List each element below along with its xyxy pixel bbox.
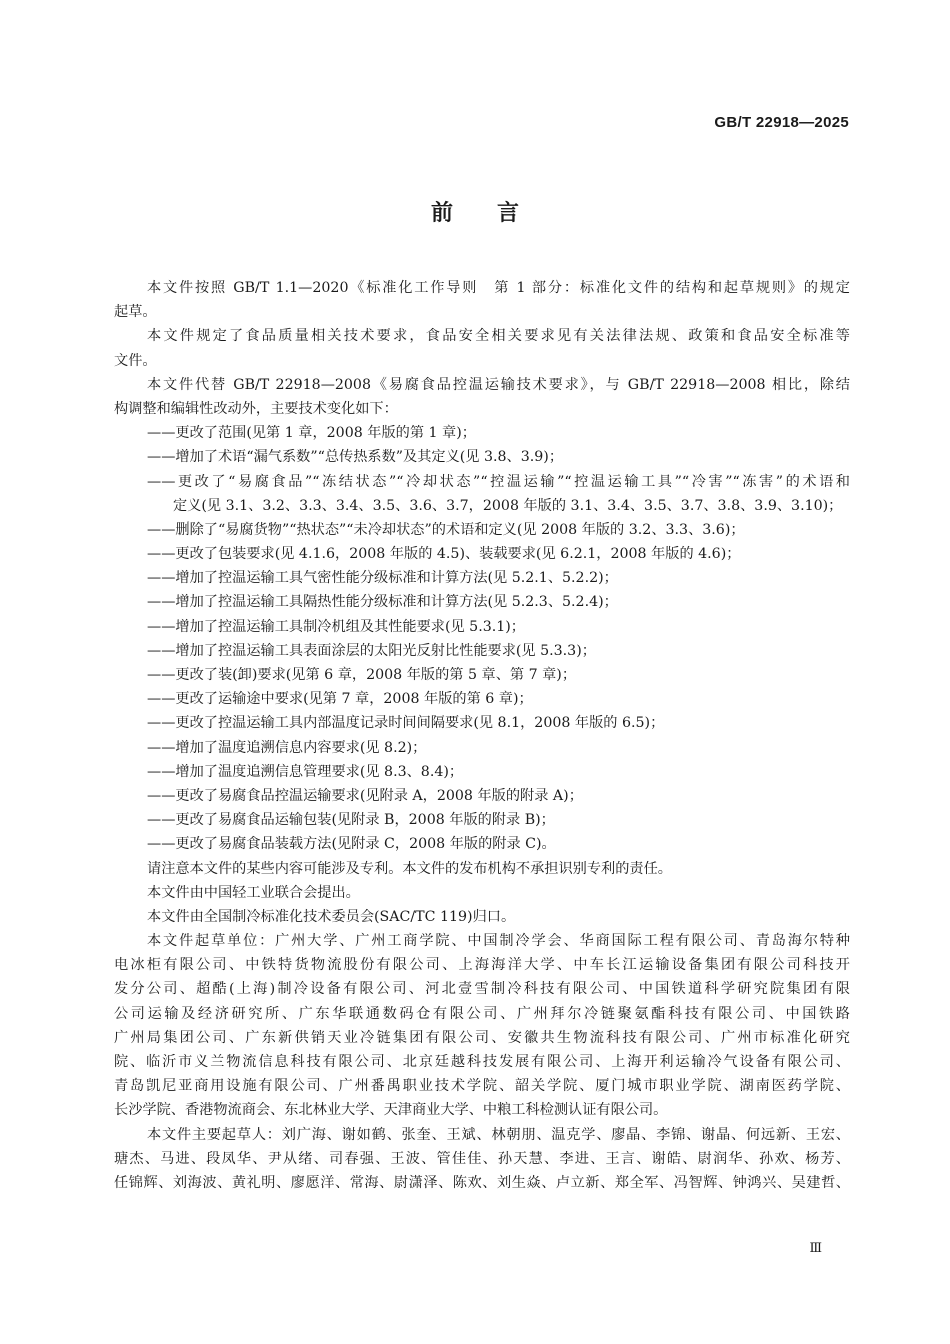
page-title: 前言 <box>430 201 563 226</box>
text-line: 发分公司、超酷(上海)制冷设备有限公司、河北壹雪制冷科技有限公司、中国铁道科学研究院集团有限 <box>114 981 850 998</box>
text-line: ——增加了温度追溯信息管理要求(见 8.3、8.4)； <box>147 763 464 780</box>
text-line: 构调整和编辑性改动外，主要技术变化如下： <box>114 400 398 417</box>
text-line: ——更改了装(卸)要求(见第 6 章，2008 年版的第 5 章、第 7 章)； <box>147 667 577 683</box>
text-line: ——增加了温度追溯信息内容要求(见 8.2)； <box>147 739 427 756</box>
text-line: 定义(见 3.1、3.2、3.3、3.4、3.5、3.6、3.7，2008 年版的 3.1、3.4、3.5、3.7、3.8、3.9、3.10)； <box>173 497 843 514</box>
text-line: 本文件由全国制冷标准化技术委员会(SAC/TC 119)归口。 <box>147 908 516 925</box>
text-line: ——更改了运输途中要求(见第 7 章，2008 年版的第 6 章)； <box>147 691 533 708</box>
text-line: 本文件主要起草人：刘广海、谢如鹤、张奎、王斌、林朝朋、温克学、廖晶、李锦、谢晶、何远新、王宏、 <box>147 1126 850 1143</box>
text-line: 院、临沂市义兰物流信息科技有限公司、北京廷越科技发展有限公司、上海开利运输冷气设备有限公司、 <box>114 1054 850 1070</box>
text-line: 文件。 <box>114 352 157 369</box>
text-line: ——更改了“易腐食品”“冻结状态”“冷却状态”“控温运输”“控温运输工具”“冷害”“冻害”的术语和 <box>147 473 850 490</box>
text-line: 长沙学院、香港物流商会、东北林业大学、天津商业大学、中粮工科检测认证有限公司。 <box>114 1102 668 1119</box>
text-line: 广州局集团公司、广东新供销天业冷链集团有限公司、安徽共生物流科技有限公司、广州市标准化研究 <box>114 1029 850 1046</box>
text-line: 任锦辉、刘海波、黄礼明、廖愿洋、常海、尉潇泽、陈欢、刘生焱、卢立新、郑全军、冯智辉、钟鸿兴、吴建哲、 <box>114 1174 850 1191</box>
text-line: ——更改了易腐食品控温运输要求(见附录 A，2008 年版的附录 A)； <box>147 787 583 804</box>
text-line: 本文件规定了食品质量相关技术要求，食品安全相关要求见有关法律法规、政策和食品安全标准等 <box>147 328 850 345</box>
text-line: 本文件由中国轻工业联合会提出。 <box>147 884 360 901</box>
text-line: ——更改了范围(见第 1 章，2008 年版的第 1 章)； <box>147 425 476 442</box>
text-line: 本文件起草单位：广州大学、广州工商学院、中国制冷学会、华商国际工程有限公司、青岛海尔特种 <box>147 933 850 950</box>
text-line: 瑭杰、马进、段凤华、尹从绪、司春强、王波、管佳佳、孙天慧、李进、王言、谢皓、尉润华、孙欢、杨芳、 <box>114 1150 850 1167</box>
text-line: ——增加了控温运输工具制冷机组及其性能要求(见 5.3.1)； <box>147 618 525 635</box>
text-line: 电冰柜有限公司、中铁特货物流股份有限公司、上海海洋大学、中车长江运输设备集团有限公司科技开 <box>114 957 850 974</box>
standard-code: GB/T 22918—2025 <box>714 114 849 131</box>
text-line: ——增加了术语“漏气系数”“总传热系数”及其定义(见 3.8、3.9)； <box>147 449 564 466</box>
text-line: 本文件按照 GB/T 1.1—2020《标准化工作导则 第 1 部分：标准化文件的结构和起草规则》的规定 <box>147 280 850 296</box>
text-line: ——更改了易腐食品运输包装(见附录 B，2008 年版的附录 B)； <box>147 812 555 829</box>
text-line: ——增加了控温运输工具气密性能分级标准和计算方法(见 5.2.1、5.2.2)； <box>147 570 618 587</box>
text-line: ——增加了控温运输工具表面涂层的太阳光反射比性能要求(见 5.3.3)； <box>147 642 596 659</box>
text-line: 请注意本文件的某些内容可能涉及专利。本文件的发布机构不承担识别专利的责任。 <box>147 860 672 877</box>
text-line: 公司运输及经济研究所、广东华联通数码仓有限公司、广州拜尔冷链聚氨酯科技有限公司、中国铁路 <box>114 1005 850 1022</box>
text-line: ——增加了控温运输工具隔热性能分级标准和计算方法(见 5.2.3、5.2.4)； <box>147 594 618 611</box>
text-line: 青岛凯尼亚商用设施有限公司、广州番禺职业技术学院、韶关学院、厦门城市职业学院、湖南医药学院、 <box>114 1078 850 1095</box>
text-line: 本文件代替 GB/T 22918—2008《易腐食品控温运输技术要求》，与 GB/T 22918—2008 相比，除结 <box>147 376 850 393</box>
text-line: ——更改了控温运输工具内部温度记录时间间隔要求(见 8.1，2008 年版的 6.5)； <box>147 715 665 732</box>
page-number: Ⅲ <box>809 1241 822 1256</box>
document-body <box>114 276 850 1195</box>
text-line: ——更改了易腐食品装载方法(见附录 C，2008 年版的附录 C)。 <box>147 836 556 853</box>
text-line: 起草。 <box>114 304 157 321</box>
text-line: ——删除了“易腐货物”“热状态”“未冷却状态”的术语和定义(见 2008 年版的 3.2、3.3、3.6)； <box>147 521 745 538</box>
text-line: ——更改了包装要求(见 4.1.6，2008 年版的 4.5)、装载要求(见 6.2.1，2008 年版的 4.6)； <box>147 546 741 563</box>
